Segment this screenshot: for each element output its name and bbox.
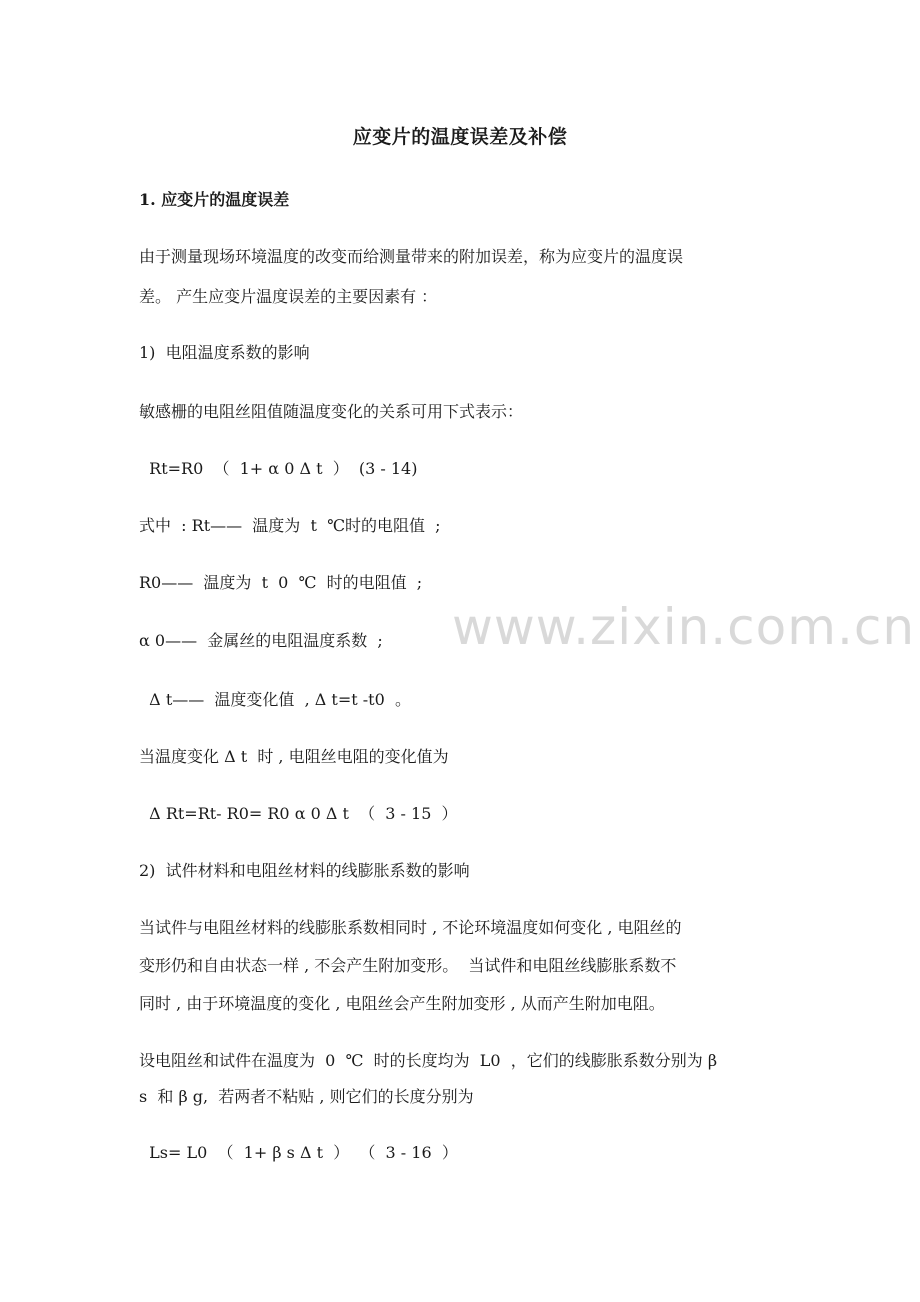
subsection-heading-1: 1) 电阻温度系数的影响 bbox=[139, 343, 315, 362]
formula-3-16: Ls= L0 （ 1+ β s Δ t ） （ 3 - 16 ） bbox=[139, 1143, 458, 1162]
watermark: www.zixin.com.cn bbox=[452, 598, 916, 656]
definition-alpha: α 0—— 金属丝的电阻温度系数 ; bbox=[139, 631, 388, 650]
subsection-text-1: 敏感栅的电阻丝阻值随温度变化的关系可用下式表示： bbox=[139, 402, 524, 421]
definition-r0: R0—— 温度为 t 0 ℃ 时的电阻值 ; bbox=[139, 573, 428, 592]
paragraph-3-line-2: s 和 β g, 若两者不粘贴 , 则它们的长度分别为 bbox=[139, 1087, 474, 1106]
formula-3-15: Δ Rt=Rt- R0= R0 α 0 Δ t （ 3 - 15 ） bbox=[139, 804, 458, 823]
formula-3-14: Rt=R0 （ 1+ α 0 Δ t ） (3 - 14) bbox=[139, 459, 428, 478]
definition-rt: 式中 : Rt—— 温度为 t ℃时的电阻值 ; bbox=[139, 516, 446, 535]
intro-text-line-1: 由于测量现场环境温度的改变而给测量带来的附加误差，称为应变片的温度误 bbox=[139, 247, 684, 266]
intro-text-line-2: 差。 产生应变片温度误差的主要因素有 ： bbox=[139, 287, 438, 306]
paragraph-3-line-1: 设电阻丝和试件在温度为 0 ℃ 时的长度均为 L0 ，它们的线膨胀系数分别为 β bbox=[139, 1051, 718, 1070]
subsection-heading-2: 2) 试件材料和电阻丝材料的线膨胀系数的影响 bbox=[139, 861, 475, 880]
change-text: 当温度变化 Δ t 时 , 电阻丝电阻的变化值为 bbox=[139, 747, 449, 766]
document-title: 应变片的温度误差及补偿 bbox=[352, 126, 568, 148]
section-heading: 1. 应变片的温度误差 bbox=[139, 190, 295, 209]
paragraph-2-line-1: 当试件与电阻丝材料的线膨胀系数相同时 , 不论环境温度如何变化 , 电阻丝的 bbox=[139, 918, 682, 937]
paragraph-2-line-3: 同时 , 由于环境温度的变化 , 电阻丝会产生附加变形 , 从而产生附加电阻。 bbox=[139, 994, 670, 1013]
definition-delta-t: Δ t—— 温度变化值 , Δ t=t -t0 。 bbox=[139, 690, 417, 709]
paragraph-2-line-2: 变形仍和自由状态一样 , 不会产生附加变形。 当试件和电阻丝线膨胀系数不 bbox=[139, 956, 677, 975]
